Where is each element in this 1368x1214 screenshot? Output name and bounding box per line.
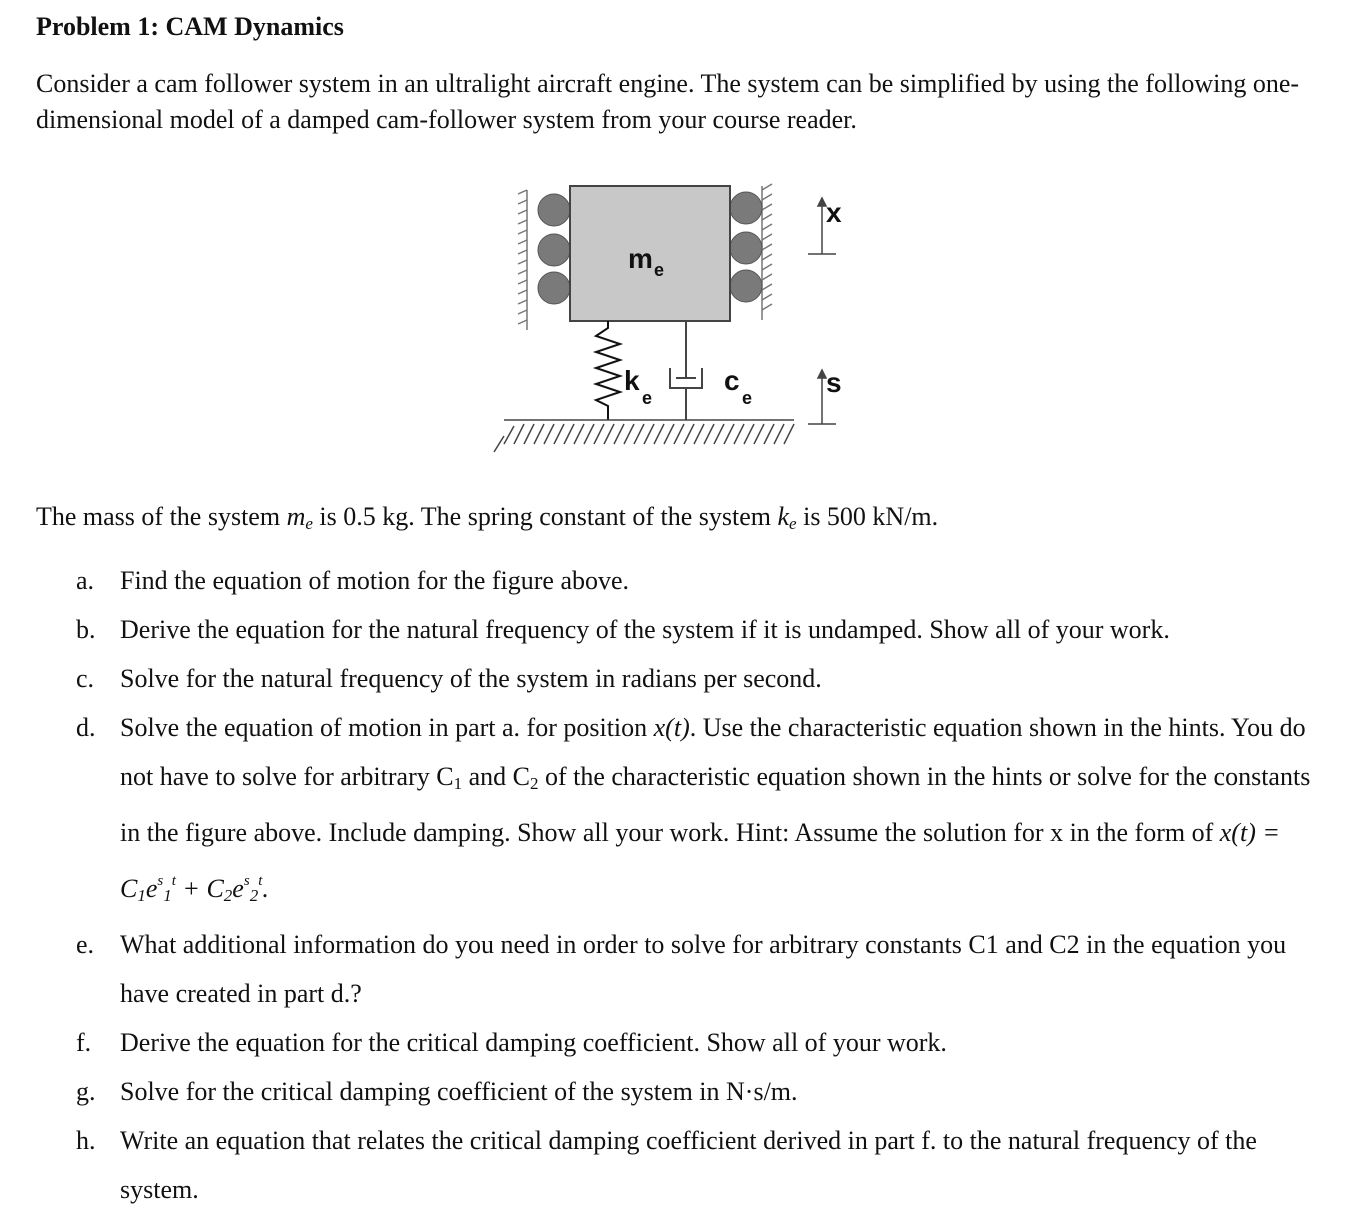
intro-paragraph: Consider a cam follower system in an ultralight aircraft engine. The system can be simplified by using the following one-dimensional model of a damped cam-follower system from your course reader. <box>36 69 1300 134</box>
question-f <box>76 1018 1336 1067</box>
mass-label: m <box>628 243 653 274</box>
question-list <box>76 556 1336 1214</box>
question-letter: h. <box>76 1126 96 1155</box>
left-rollers <box>538 194 570 304</box>
question-g <box>76 1067 1336 1116</box>
question-text: Solve for the natural frequency of the system in radians per second. <box>120 664 822 693</box>
question-d <box>76 703 1336 920</box>
question-c <box>76 654 1336 703</box>
right-rollers <box>730 192 762 302</box>
question-letter: b. <box>76 615 96 644</box>
spring <box>596 321 620 420</box>
question-letter: d. <box>76 713 96 742</box>
question-text: Derive the equation for the critical damping coefficient. Show all of your work. <box>120 1028 947 1057</box>
question-text: What additional information do you need in order to solve for arbitrary constants C1 and C2 in the equation you have created in part d.? <box>120 930 1287 1008</box>
question-letter: g. <box>76 1077 96 1106</box>
question-letter: c. <box>76 664 95 693</box>
cam-follower-diagram <box>490 180 842 462</box>
ground <box>494 420 794 452</box>
right-wall <box>762 184 772 320</box>
s-label: s <box>826 367 842 398</box>
question-text: Find the equation of motion for the figure above. <box>120 566 630 595</box>
question-text: Solve the equation of motion in part a. for position x(t). Use the characteristic equation shown in the hints. You do not have to solve for arbitrary $C_1$ and $C_2$ of the characteristic equation shown in the hints or solve for the constants in the figure above. Include damping. Show all your work. Hint: Assume the solution for x in the form of $x(t) = C_1e^s_1^t + C_2e^s_2^t$. <box>120 713 1311 905</box>
question-e <box>76 920 1336 1018</box>
damper <box>670 321 702 420</box>
question-text: Solve for the critical damping coefficient of the system in N·s/m. <box>120 1077 798 1106</box>
question-a <box>76 556 1336 605</box>
damper-subscript: e <box>742 388 753 408</box>
question-b <box>76 605 1336 654</box>
question-letter: e. <box>76 930 95 959</box>
spring-label: k <box>624 365 640 396</box>
solution-form: $x(t) = C_1e^s_1^t + C_2e^s_2^t$. <box>120 818 1280 905</box>
problem-title: Problem 1: CAM Dynamics <box>36 12 344 41</box>
question-letter: a. <box>76 566 95 595</box>
question-h <box>76 1116 1336 1214</box>
given-values-statement: The mass of the system $m_e$ is 0.5 kg. The spring constant of the system $k_e$ is 500 kN/m. <box>36 502 939 533</box>
left-wall <box>518 190 527 330</box>
spring-subscript: e <box>642 388 653 408</box>
mass-subscript: e <box>654 260 665 280</box>
damper-label: c <box>724 365 740 396</box>
question-text: Write an equation that relates the critical damping coefficient derived in part f. to the natural frequency of the system. <box>120 1126 1257 1204</box>
question-text: Derive the equation for the natural frequency of the system if it is undamped. Show all of your work. <box>120 615 1170 644</box>
question-letter: f. <box>76 1028 92 1057</box>
x-label: x <box>826 197 842 228</box>
